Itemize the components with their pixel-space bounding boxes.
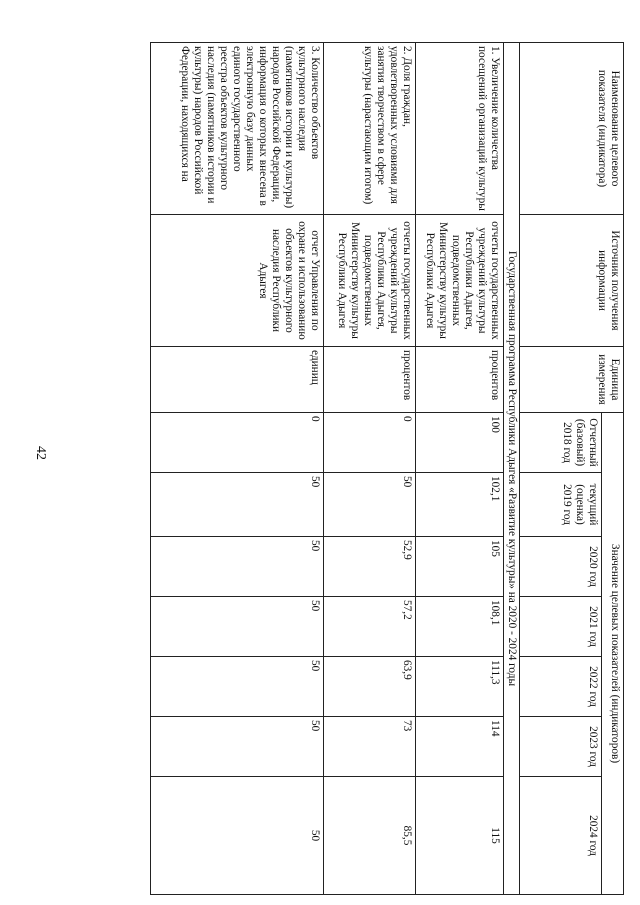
- value-2018: 0: [324, 413, 416, 473]
- value-2021: 108,1: [416, 597, 504, 657]
- table-row: [151, 43, 324, 895]
- header-2023: 2023 год: [520, 717, 602, 777]
- value-2018: 0: [151, 413, 324, 473]
- header-unit: Единица измерения: [520, 347, 624, 413]
- value-2022: 111,3: [416, 657, 504, 717]
- indicators-table: [150, 42, 624, 895]
- value-2018: 100: [416, 413, 504, 473]
- indicator-name: 1. Увеличение количества посещений организаций культуры: [416, 43, 504, 215]
- indicator-unit: единиц: [151, 347, 324, 413]
- value-2021: 50: [151, 597, 324, 657]
- header-name: Наименование целевого показателя (индикатора): [520, 43, 624, 215]
- value-2023: 114: [416, 717, 504, 777]
- value-2019: 50: [151, 473, 324, 537]
- table-row: [324, 43, 416, 895]
- page-number: 42: [33, 445, 48, 460]
- indicator-unit: процентов: [416, 347, 504, 413]
- value-2022: 50: [151, 657, 324, 717]
- header-2020: 2020 год: [520, 537, 602, 597]
- rotated-table-wrapper: [150, 42, 624, 894]
- value-2022: 63,9: [324, 657, 416, 717]
- program-title: Государственная программа Республики Адыгея «Развитие культуры» на 2020 - 2024 годы: [504, 43, 520, 895]
- header-source: Источник получения информации: [520, 215, 624, 347]
- header-2018: Отчетный (базовый) 2018 год: [520, 413, 602, 473]
- indicator-source: отчеты государственных учреждений культуры Республики Адыгея, подведомственных Министерству культуры Республики Адыгея: [324, 215, 416, 347]
- header-row-1: [602, 43, 624, 895]
- value-2024: 50: [151, 777, 324, 895]
- header-2019: текущий (оценка) 2019 год: [520, 473, 602, 537]
- indicator-name: 3. Количество объектов культурного наследия (памятников истории и культуры) народов Российской Федерации, информация о которых внесена в электронную базу данных единого государственного реестра объектов культурного наследия (памятников истории и культуры) народов Российской Федерации, находящихся на: [151, 43, 324, 215]
- page-number-container: [14, 0, 66, 905]
- value-2019: 102,1: [416, 473, 504, 537]
- header-values-group: Значение целевых показателей (индикаторов): [602, 413, 624, 895]
- header-2024: 2024 год: [520, 777, 602, 895]
- value-2024: 85,5: [324, 777, 416, 895]
- table-row: [416, 43, 504, 895]
- indicator-name: 2. Доля граждан, удовлетворенных условиями для занятия творчеством в сфере культуры (нарастающим итогом): [324, 43, 416, 215]
- header-2022: 2022 год: [520, 657, 602, 717]
- indicator-source: отчет Управления по охране и использованию объектов культурного наследия Республики Адыгея: [151, 215, 324, 347]
- program-title-row: [504, 43, 520, 895]
- value-2023: 50: [151, 717, 324, 777]
- value-2019: 50: [324, 473, 416, 537]
- indicator-unit: процентов: [324, 347, 416, 413]
- value-2024: 115: [416, 777, 504, 895]
- value-2020: 105: [416, 537, 504, 597]
- value-2023: 73: [324, 717, 416, 777]
- indicator-source: отчеты государственных учреждений культуры Республики Адыгея, подведомственных Министерству культуры Республики Адыгея: [416, 215, 504, 347]
- header-2021: 2021 год: [520, 597, 602, 657]
- value-2020: 52,9: [324, 537, 416, 597]
- value-2020: 50: [151, 537, 324, 597]
- value-2021: 57,2: [324, 597, 416, 657]
